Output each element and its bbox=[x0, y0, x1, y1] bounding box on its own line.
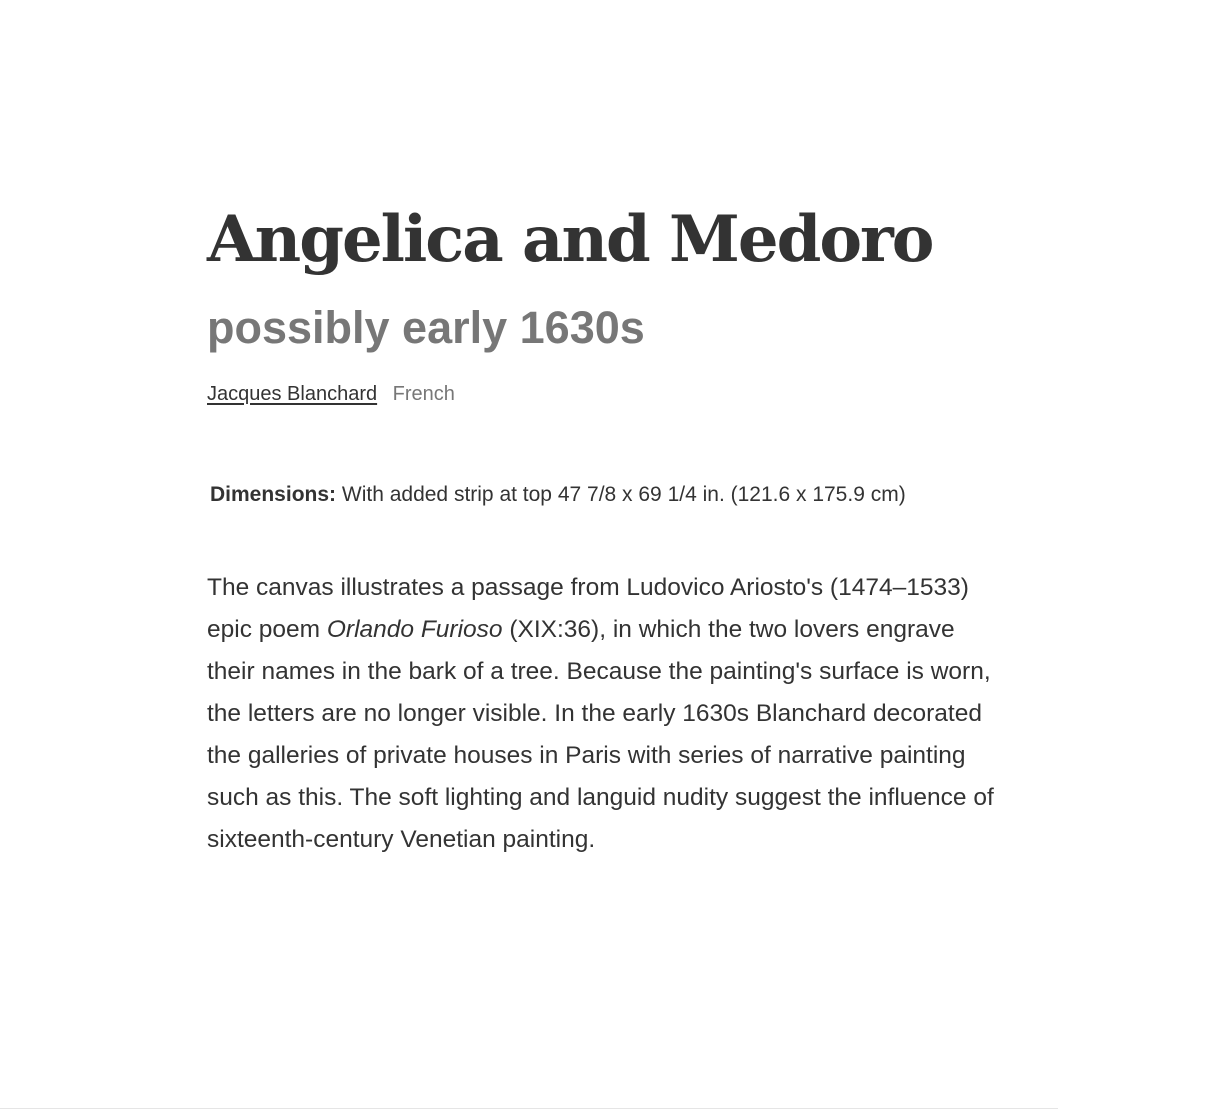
description-text-part2: (XIX:36), in which the two lovers engrave their names in the bark of a tree. Because the painting's surface is worn, the letters are no longer visible. In the early 1630s Blanchard decorated the galleries of private houses in Paris with series of narrative painting such as this. The soft lighting and languid nudity suggest the influence of sixteenth-century Venetian painting. bbox=[207, 616, 994, 853]
artwork-title: Angelica and Medoro bbox=[207, 202, 933, 277]
dimensions-label: Dimensions: bbox=[210, 483, 337, 506]
dimensions-value: With added strip at top 47 7/8 x 69 1/4 in. (121.6 x 175.9 cm) bbox=[341, 483, 906, 506]
artist-line bbox=[207, 380, 455, 408]
dimensions-row bbox=[210, 480, 906, 510]
poem-title: Orlando Furioso bbox=[326, 616, 503, 643]
artwork-description bbox=[207, 567, 1007, 861]
description-text-part1: The canvas illustrates a passage from Ludovico Ariosto's (1474–1533) epic poem bbox=[207, 574, 969, 643]
artwork-date: possibly early 1630s bbox=[207, 302, 645, 353]
artist-nationality: French bbox=[392, 383, 455, 405]
artist-link[interactable]: Jacques Blanchard bbox=[207, 383, 378, 405]
bottom-divider bbox=[0, 1108, 1058, 1109]
